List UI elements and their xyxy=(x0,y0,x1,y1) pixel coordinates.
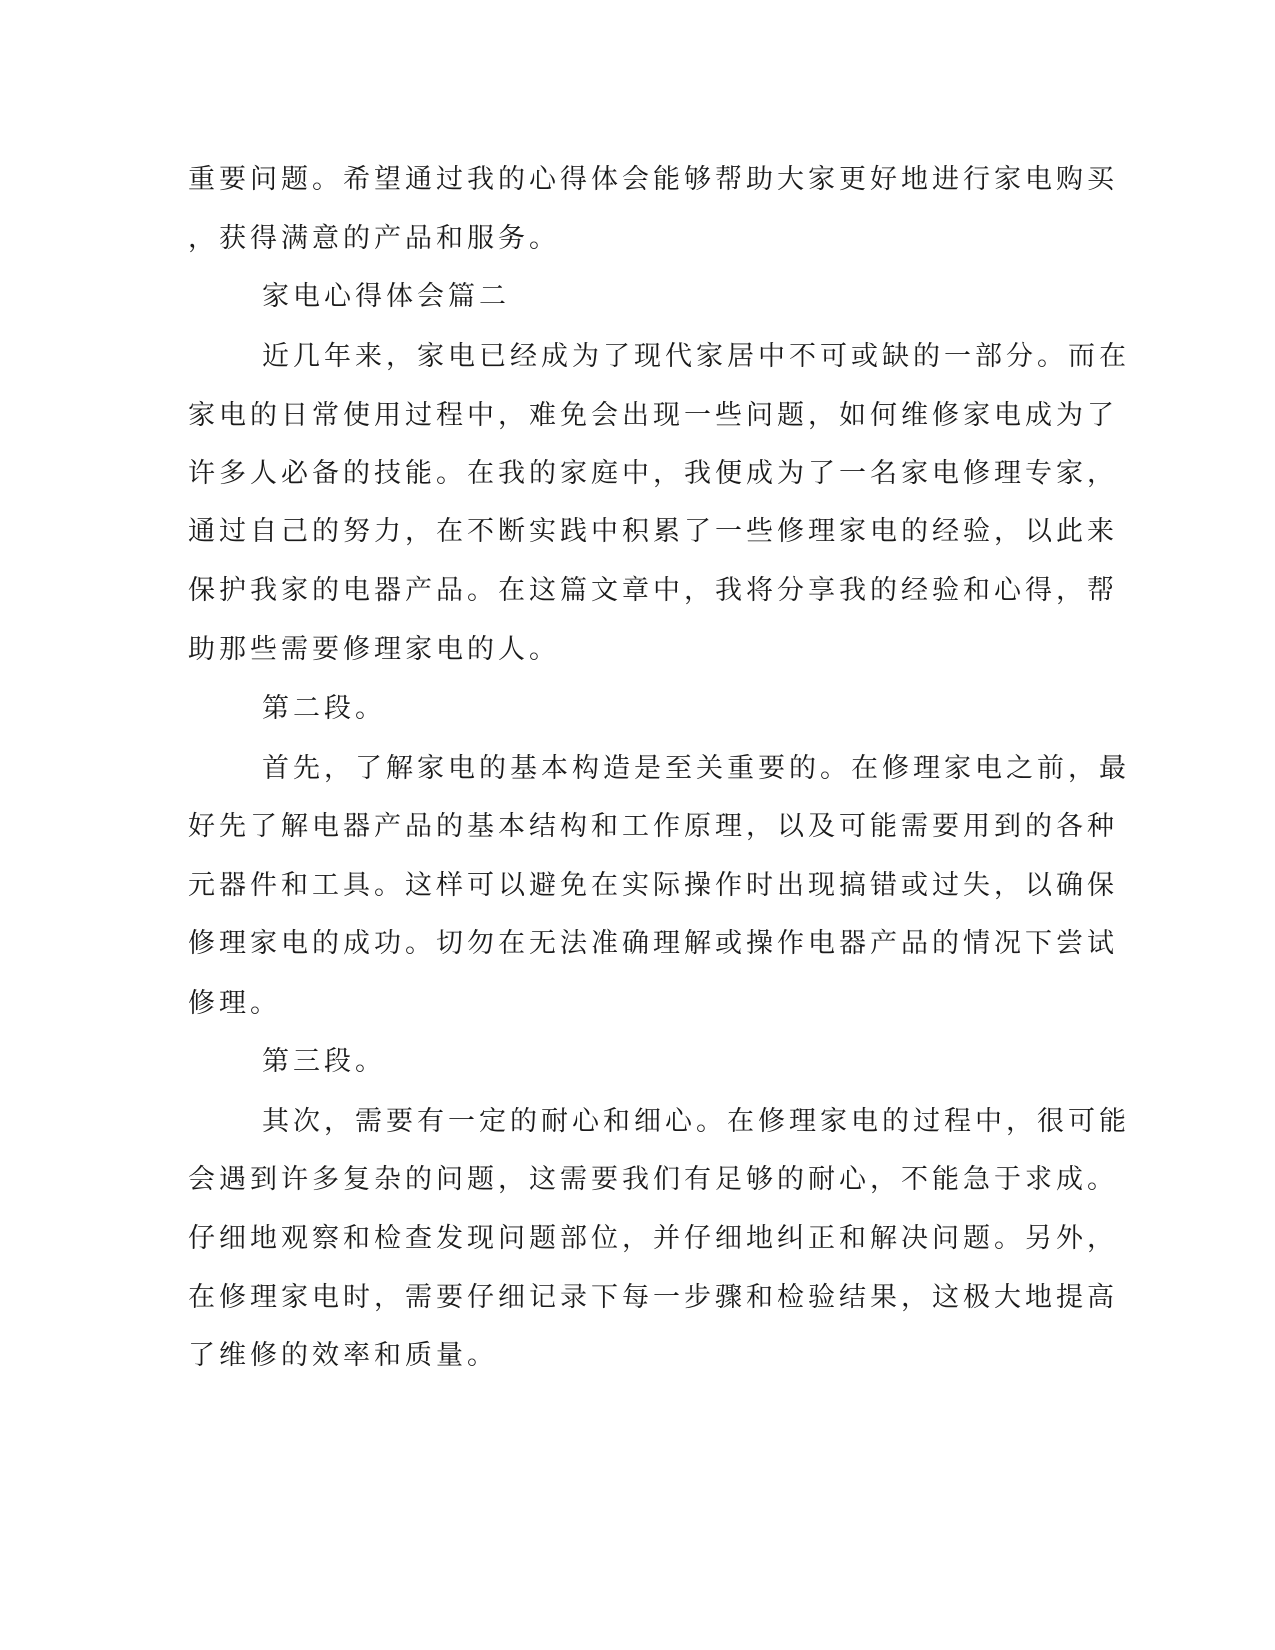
text-line: 修理家电的成功。切勿在无法准确理解或操作电器产品的情况下尝试 xyxy=(188,928,1118,959)
text-line: 会遇到许多复杂的问题，这需要我们有足够的耐心，不能急于求成。 xyxy=(188,1164,1118,1195)
text-line: 许多人必备的技能。在我的家庭中，我便成为了一名家电修理专家， xyxy=(188,458,1118,489)
text-line: 仔细地观察和检查发现问题部位，并仔细地纠正和解决问题。另外， xyxy=(188,1223,1118,1254)
text-line: 元器件和工具。这样可以避免在实际操作时出现搞错或过失，以确保 xyxy=(188,870,1118,901)
text-line: ，获得满意的产品和服务。 xyxy=(188,223,560,254)
text-line: 在修理家电时，需要仔细记录下每一步骤和检验结果，这极大地提高 xyxy=(188,1282,1118,1313)
text-line: 重要问题。希望通过我的心得体会能够帮助大家更好地进行家电购买 xyxy=(188,164,1118,195)
text-line: 首先，了解家电的基本构造是至关重要的。在修理家电之前，最 xyxy=(262,753,1130,784)
text-line: 通过自己的努力，在不断实践中积累了一些修理家电的经验，以此来 xyxy=(188,516,1118,547)
paragraph-label: 第二段。 xyxy=(262,693,386,724)
text-line: 近几年来，家电已经成为了现代家居中不可或缺的一部分。而在 xyxy=(262,341,1130,372)
text-line: 其次，需要有一定的耐心和细心。在修理家电的过程中，很可能 xyxy=(262,1106,1130,1137)
text-line: 好先了解电器产品的基本结构和工作原理，以及可能需要用到的各种 xyxy=(188,811,1118,842)
section-heading: 家电心得体会篇二 xyxy=(262,281,510,312)
text-line: 助那些需要修理家电的人。 xyxy=(188,634,560,665)
text-line: 保护我家的电器产品。在这篇文章中，我将分享我的经验和心得，帮 xyxy=(188,575,1118,606)
paragraph-label: 第三段。 xyxy=(262,1046,386,1077)
text-line: 修理。 xyxy=(188,988,281,1019)
text-line: 家电的日常使用过程中，难免会出现一些问题，如何维修家电成为了 xyxy=(188,400,1118,431)
text-line: 了维修的效率和质量。 xyxy=(188,1340,498,1371)
